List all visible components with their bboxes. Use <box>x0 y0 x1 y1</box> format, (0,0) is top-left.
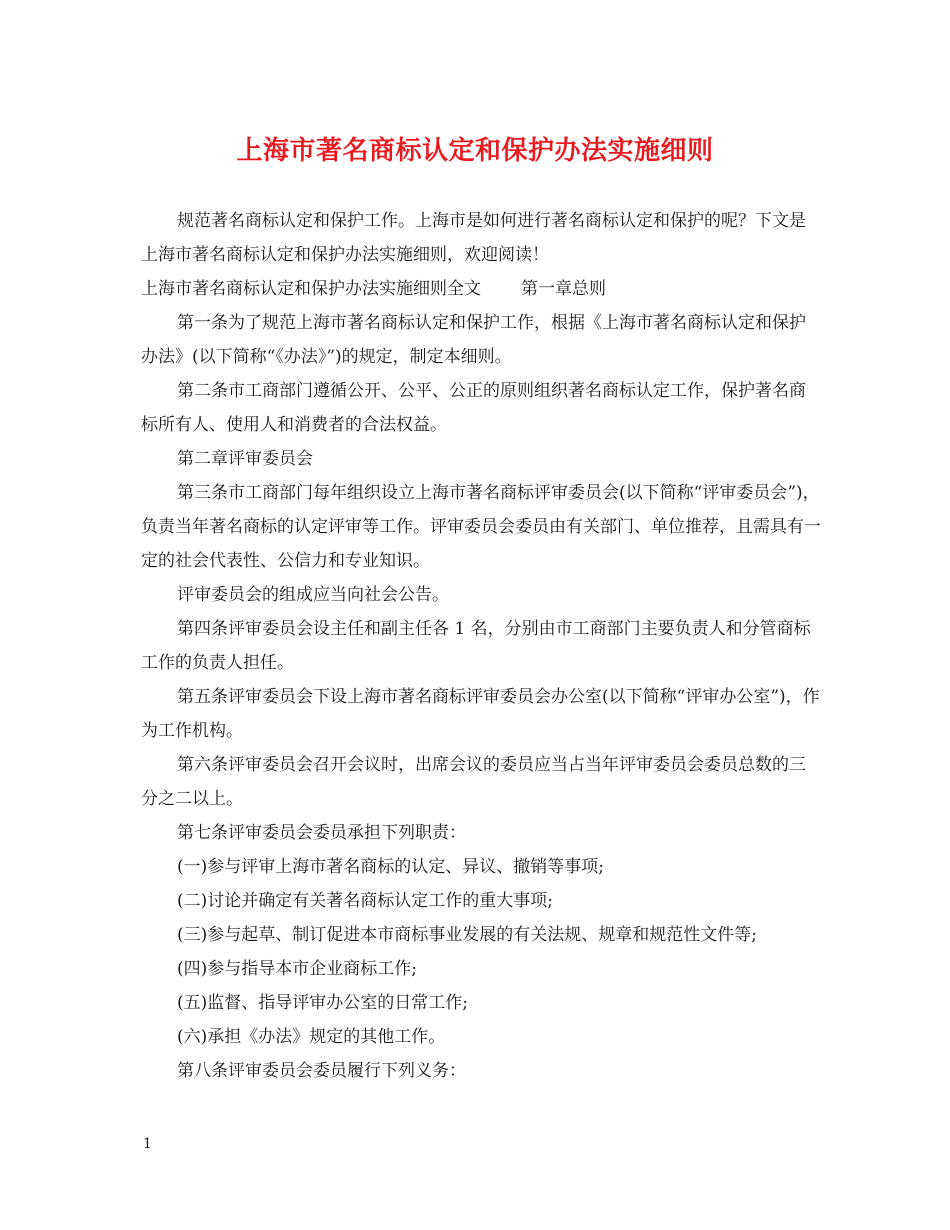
article-paragraph: 第四条评审委员会设主任和副主任各 1 名，分别由市工商部门主要负责人和分管商标工作的负责人担任。 <box>141 619 811 673</box>
intro-paragraph: 规范著名商标认定和保护工作。上海市是如何进行著名商标认定和保护的呢？下文是上海市著名商标认定和保护办法实施细则，欢迎阅读！ <box>141 211 806 265</box>
list-item: (五)监督、指导评审办公室的日常工作; <box>177 993 468 1013</box>
document-body <box>141 204 821 1088</box>
fulltext-label: 上海市著名商标认定和保护办法实施细则全文 <box>141 279 481 299</box>
article-paragraph: 第一条为了规范上海市著名商标认定和保护工作，根据《上海市著名商标认定和保护办法》(以下简称“《办法》”)的规定，制定本细则。 <box>141 313 806 367</box>
article-paragraph: 第三条市工商部门每年组织设立上海市著名商标评审委员会(以下简称“评审委员会”)，负责当年著名商标的认定评审等工作。评审委员会委员由有关部门、单位推荐，且需具有一定的社会代表性、公信力和专业知识。 <box>141 483 821 571</box>
article-paragraph: 第八条评审委员会委员履行下列义务： <box>177 1061 466 1081</box>
page-number: 1 <box>143 1136 152 1152</box>
list-item: (二)讨论并确定有关著名商标认定工作的重大事项; <box>177 891 553 911</box>
list-item: (三)参与起草、制订促进本市商标事业发展的有关法规、规章和规范性文件等; <box>177 925 757 945</box>
list-item: (四)参与指导本市企业商标工作; <box>177 959 417 979</box>
article-paragraph: 第六条评审委员会召开会议时，出席会议的委员应当占当年评审委员会委员总数的三分之二以上。 <box>141 755 806 809</box>
article-paragraph: 第七条评审委员会委员承担下列职责： <box>177 823 466 843</box>
document-title: 上海市著名商标认定和保护办法实施细则 <box>236 136 714 166</box>
chapter-heading: 第一章总则 <box>521 279 606 299</box>
article-paragraph: 评审委员会的组成应当向社会公告。 <box>177 585 449 605</box>
article-paragraph: 第五条评审委员会下设上海市著名商标评审委员会办公室(以下简称“评审办公室”)，作为工作机构。 <box>141 687 820 741</box>
article-paragraph: 第二条市工商部门遵循公开、公平、公正的原则组织著名商标认定工作，保护著名商标所有人、使用人和消费者的合法权益。 <box>141 381 806 435</box>
chapter-heading: 第二章评审委员会 <box>177 449 313 469</box>
list-item: (一)参与评审上海市著名商标的认定、异议、撤销等事项; <box>177 857 604 877</box>
fulltext-line <box>141 272 821 306</box>
list-item: (六)承担《办法》规定的其他工作。 <box>177 1027 446 1047</box>
